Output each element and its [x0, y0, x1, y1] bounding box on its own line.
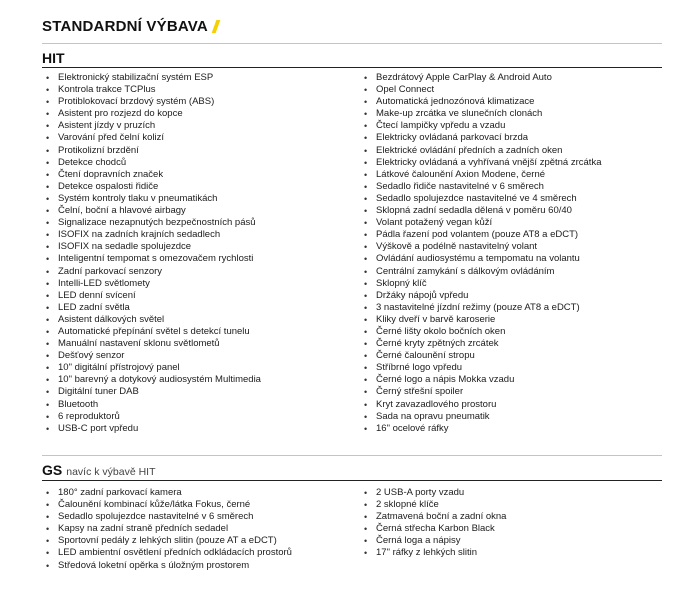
list-item: • Manuální nastavení sklonu světlometů: [42, 338, 261, 350]
list-item: • Sedadlo spolujezdce nastavitelné v 6 směrech: [42, 511, 292, 523]
list-item: • Systém kontroly tlaku v pneumatikách: [42, 193, 261, 205]
list-item: • Asistent pro rozjezd do kopce: [42, 108, 261, 120]
list-item: • Asistent jízdy v pruzích: [42, 120, 261, 132]
list-item: • Elektronický stabilizační systém ESP: [42, 72, 261, 84]
accent-slash-icon: [212, 20, 221, 33]
list-item: • Make-up zrcátka ve slunečních clonách: [360, 108, 601, 120]
list-item: • Kapsy na zadní straně předních sedadel: [42, 523, 292, 535]
list-item: • Centrální zamykání s dálkovým ovládáním: [360, 266, 601, 278]
list-item: • 16" ocelové ráfky: [360, 423, 601, 435]
list-item: • Černé kryty zpětných zrcátek: [360, 338, 601, 350]
list-item: • 180° zadní parkovací kamera: [42, 487, 292, 499]
list-item: • Volant potažený vegan kůží: [360, 217, 601, 229]
list-item: • 2 USB-A porty vzadu: [360, 487, 506, 499]
list-item: • Protiblokovací brzdový systém (ABS): [42, 96, 261, 108]
gs-right-list: [360, 487, 506, 560]
list-item: • Detekce ospalosti řidiče: [42, 181, 261, 193]
section-gs-name: GS: [42, 462, 63, 478]
list-item: • Zadní parkovací senzory: [42, 266, 261, 278]
list-item: • Elektricky ovládaná parkovací brzda: [360, 132, 601, 144]
list-item: • Zatmavená boční a zadní okna: [360, 511, 506, 523]
list-item: • Bezdrátový Apple CarPlay & Android Auto: [360, 72, 601, 84]
list-item: • ISOFIX na sedadle spolujezdce: [42, 241, 261, 253]
list-item: • Černá loga a nápisy: [360, 535, 506, 547]
list-item: • Čtení dopravních značek: [42, 169, 261, 181]
title-divider: [42, 43, 662, 44]
page-title-block: [42, 18, 218, 35]
list-item: • USB-C port vpředu: [42, 423, 261, 435]
list-item: • 17" ráfky z lehkých slitin: [360, 547, 506, 559]
list-item: • Bluetooth: [42, 399, 261, 411]
list-item: • Automatická jednozónová klimatizace: [360, 96, 601, 108]
list-item: • Detekce chodců: [42, 157, 261, 169]
list-item: • 2 sklopné klíče: [360, 499, 506, 511]
list-item: • 10" digitální přístrojový panel: [42, 362, 261, 374]
list-item: • Sklopná zadní sedadla dělená v poměru 60/40: [360, 205, 601, 217]
list-item: • Intelli-LED světlomety: [42, 278, 261, 290]
list-item: • LED denní svícení: [42, 290, 261, 302]
list-item: • Varování před čelní kolizí: [42, 132, 261, 144]
list-item: • Pádla řazení pod volantem (pouze AT8 a eDCT): [360, 229, 601, 241]
list-item: • Digitální tuner DAB: [42, 386, 261, 398]
gs-top-divider: [42, 455, 662, 456]
section-hit-name: HIT: [42, 50, 65, 66]
list-item: • 6 reproduktorů: [42, 411, 261, 423]
list-item: • Černé lišty okolo bočních oken: [360, 326, 601, 338]
section-hit-header: [42, 50, 69, 66]
gs-left-list: [42, 487, 292, 572]
list-item: • LED zadní světla: [42, 302, 261, 314]
list-item: • Inteligentní tempomat s omezovačem rychlosti: [42, 253, 261, 265]
list-item: • LED ambientní osvětlení předních odkládacích prostorů: [42, 547, 292, 559]
section-gs-subtitle: navíc k výbavě HIT: [66, 466, 156, 478]
list-item: • Kryt zavazadlového prostoru: [360, 399, 601, 411]
list-item: • Dešťový senzor: [42, 350, 261, 362]
list-item: • Automatické přepínání světel s detekcí tunelu: [42, 326, 261, 338]
list-item: • Sportovní pedály z lehkých slitin (pouze AT a eDCT): [42, 535, 292, 547]
hit-right-list: [360, 72, 601, 435]
list-item: • Kontrola trakce TCPlus: [42, 84, 261, 96]
list-item: • Černé logo a nápis Mokka vzadu: [360, 374, 601, 386]
list-item: • Držáky nápojů vpředu: [360, 290, 601, 302]
list-item: • Sklopný klíč: [360, 278, 601, 290]
list-item: • Černá střecha Karbon Black: [360, 523, 506, 535]
list-item: • Čalounění kombinací kůže/látka Fokus, černé: [42, 499, 292, 511]
list-item: • Kliky dveří v barvě karoserie: [360, 314, 601, 326]
list-item: • Asistent dálkových světel: [42, 314, 261, 326]
list-item: • Čelní, boční a hlavové airbagy: [42, 205, 261, 217]
section-gs-header: [42, 462, 156, 478]
list-item: • Protikolizní brzdění: [42, 145, 261, 157]
section-hit-divider: [42, 67, 662, 68]
list-item: • Ovládání audiosystému a tempomatu na volantu: [360, 253, 601, 265]
list-item: • Elektricky ovládaná a vyhřívaná vnější zpětná zrcátka: [360, 157, 601, 169]
list-item: • 10" barevný a dotykový audiosystém Multimedia: [42, 374, 261, 386]
list-item: • Sada na opravu pneumatik: [360, 411, 601, 423]
list-item: • 3 nastavitelné jízdní režimy (pouze AT8 a eDCT): [360, 302, 601, 314]
list-item: • Sedadlo řidiče nastavitelné v 6 směrech: [360, 181, 601, 193]
list-item: • Opel Connect: [360, 84, 601, 96]
list-item: • Černé čalounění stropu: [360, 350, 601, 362]
list-item: • Středová loketní opěrka s úložným prostorem: [42, 560, 292, 572]
section-gs-divider: [42, 480, 662, 481]
list-item: • Látkové čalounění Axion Modene, černé: [360, 169, 601, 181]
page-title: STANDARDNÍ VÝBAVA: [42, 18, 208, 35]
list-item: • Výškově a podélně nastavitelný volant: [360, 241, 601, 253]
list-item: • ISOFIX na zadních krajních sedadlech: [42, 229, 261, 241]
list-item: • Černý střešní spoiler: [360, 386, 601, 398]
list-item: • Stříbrné logo vpředu: [360, 362, 601, 374]
hit-left-list: [42, 72, 261, 435]
list-item: • Čtecí lampičky vpředu a vzadu: [360, 120, 601, 132]
list-item: • Sedadlo spolujezdce nastavitelné ve 4 směrech: [360, 193, 601, 205]
list-item: • Elektrické ovládání předních a zadních oken: [360, 145, 601, 157]
list-item: • Signalizace nezapnutých bezpečnostních pásů: [42, 217, 261, 229]
